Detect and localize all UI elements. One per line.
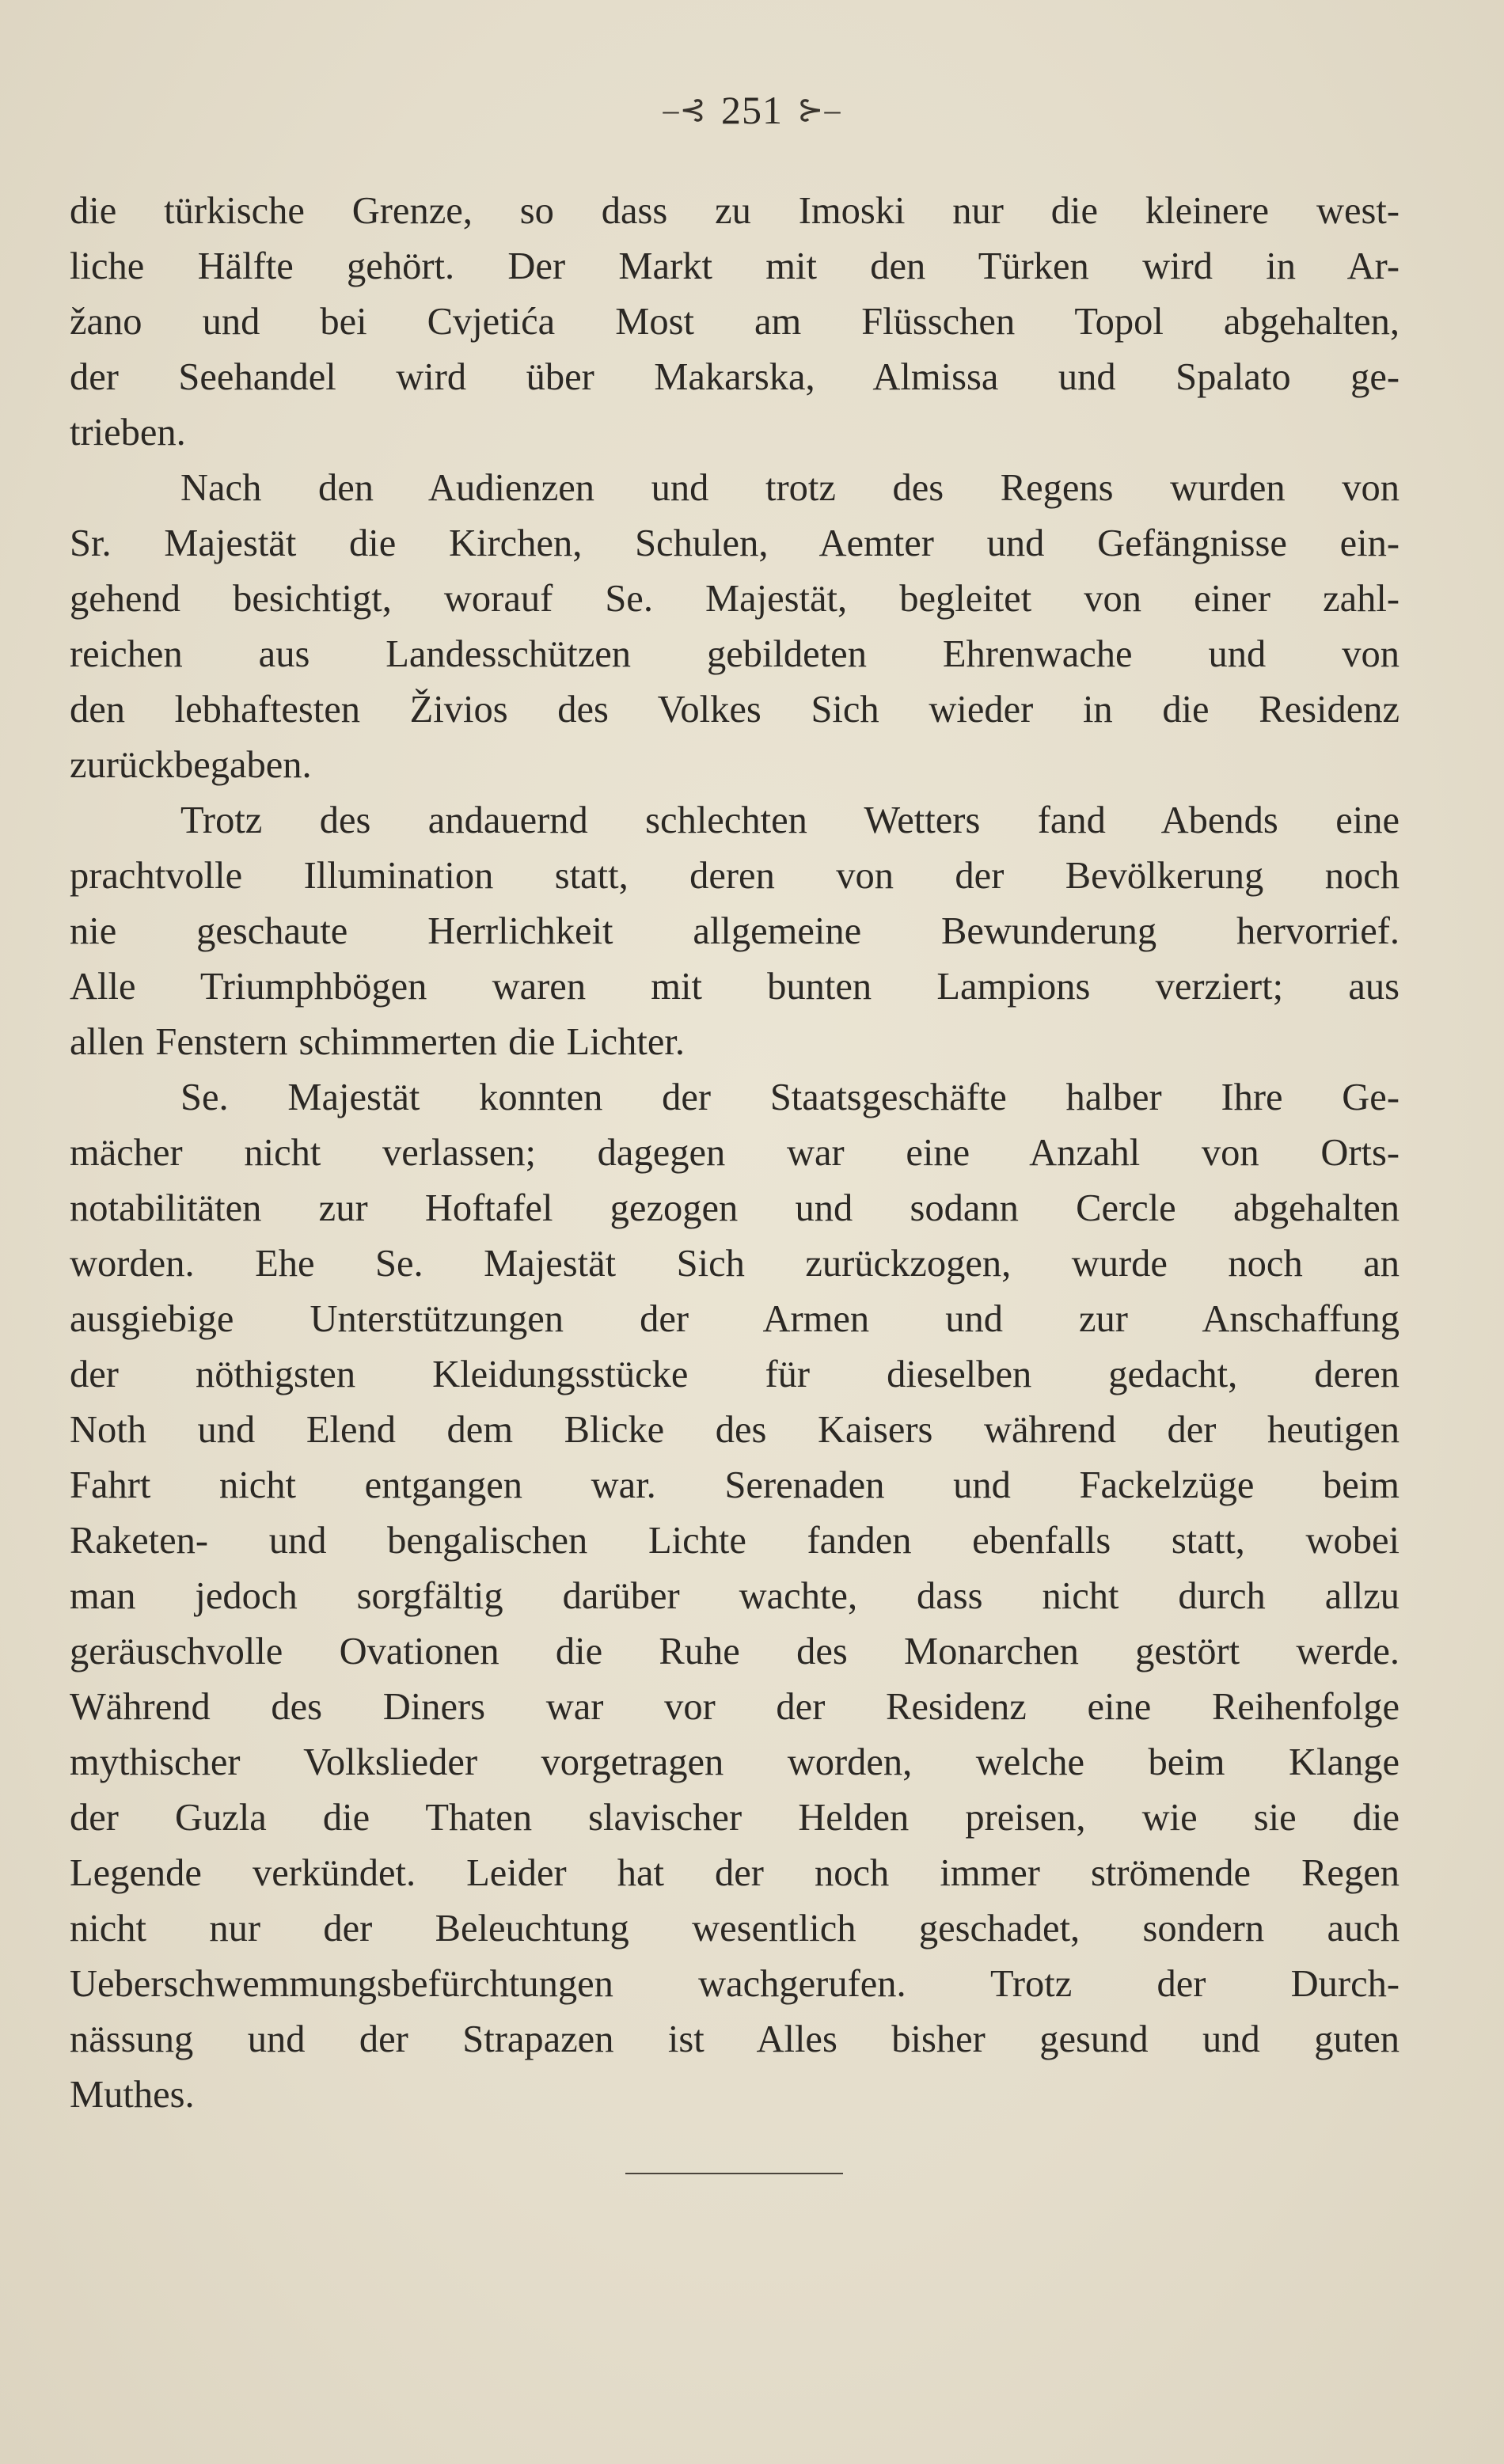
text-line: liche Hälfte gehört. Der Markt mit den Türken wird in Ar-: [70, 245, 1400, 287]
text-line: ausgiebige Unterstützungen der Armen und zur Anschaffung: [70, 1298, 1400, 1340]
text-line: mythischer Volkslieder vorgetragen worden, welche beim Klange: [70, 1741, 1400, 1783]
text-line: allen Fenstern schimmerten die Lichter.: [70, 1021, 686, 1063]
paragraph-start: Nach den Audienzen und trotz des Regens wurden von: [180, 467, 1400, 509]
text-line: nicht nur der Beleuchtung wesentlich geschadet, sondern auch: [70, 1908, 1400, 1950]
text-line: trieben.: [70, 412, 186, 454]
section-end-rule: [625, 2173, 843, 2174]
text-line: Fahrt nicht entgangen war. Serenaden und Fackelzüge beim: [70, 1464, 1400, 1506]
paragraph-start: Trotz des andauernd schlechten Wetters fand Abends eine: [180, 799, 1400, 841]
text-line: nässung und der Strapazen ist Alles bisher gesund und guten: [70, 2018, 1400, 2060]
text-line: die türkische Grenze, so dass zu Imoski nur die kleinere west-: [70, 190, 1400, 232]
text-line: reichen aus Landesschützen gebildeten Ehrenwache und von: [70, 633, 1400, 675]
body-text: [70, 184, 1400, 2123]
paragraph-start: Se. Majestät konnten der Staatsgeschäfte halber Ihre Ge-: [180, 1076, 1400, 1118]
text-line: Alle Triumphbögen waren mit bunten Lampions verziert; aus: [70, 966, 1400, 1008]
text-line: der nöthigsten Kleidungsstücke für dieselben gedacht, deren: [70, 1353, 1400, 1395]
text-line: der Guzla die Thaten slavischer Helden preisen, wie sie die: [70, 1797, 1400, 1839]
text-line: Muthes.: [70, 2074, 195, 2116]
text-line: nie geschaute Herrlichkeit allgemeine Bewunderung hervorrief.: [70, 910, 1400, 952]
text-line: prachtvolle Illumination statt, deren von der Bevölkerung noch: [70, 855, 1400, 897]
text-line: Während des Diners war vor der Residenz eine Reihenfolge: [70, 1686, 1400, 1728]
text-line: žano und bei Cvjetića Most am Flüsschen Topol abgehalten,: [70, 301, 1400, 343]
page-header: [0, 87, 1504, 133]
page-number: 251: [721, 88, 783, 132]
text-line: Legende verkündet. Leider hat der noch immer strömende Regen: [70, 1852, 1400, 1894]
text-line: den lebhaftesten Živios des Volkes Sich wieder in die Residenz: [70, 689, 1400, 731]
text-line: geräuschvolle Ovationen die Ruhe des Monarchen gestört werde.: [70, 1631, 1400, 1672]
text-line: Raketen- und bengalischen Lichte fanden ebenfalls statt, wobei: [70, 1520, 1400, 1562]
text-line: mächer nicht verlassen; dagegen war eine Anzahl von Orts-: [70, 1132, 1400, 1174]
text-line: zurückbegaben.: [70, 744, 312, 786]
text-line: Noth und Elend dem Blicke des Kaisers während der heutigen: [70, 1409, 1400, 1451]
text-line: gehend besichtigt, worauf Se. Majestät, begleitet von einer zahl-: [70, 578, 1400, 620]
right-ornament: ⊱–: [797, 92, 841, 127]
left-ornament: –⊰: [663, 92, 707, 127]
text-line: Sr. Majestät die Kirchen, Schulen, Aemter und Gefängnisse ein-: [70, 522, 1400, 564]
text-line: man jedoch sorgfältig darüber wachte, dass nicht durch allzu: [70, 1575, 1400, 1617]
text-line: notabilitäten zur Hoftafel gezogen und sodann Cercle abgehalten: [70, 1187, 1400, 1229]
text-line: der Seehandel wird über Makarska, Almissa und Spalato ge-: [70, 356, 1400, 398]
text-line: Ueberschwemmungsbefürchtungen wachgerufen. Trotz der Durch-: [70, 1963, 1400, 2005]
text-line: worden. Ehe Se. Majestät Sich zurückzogen, wurde noch an: [70, 1243, 1400, 1285]
